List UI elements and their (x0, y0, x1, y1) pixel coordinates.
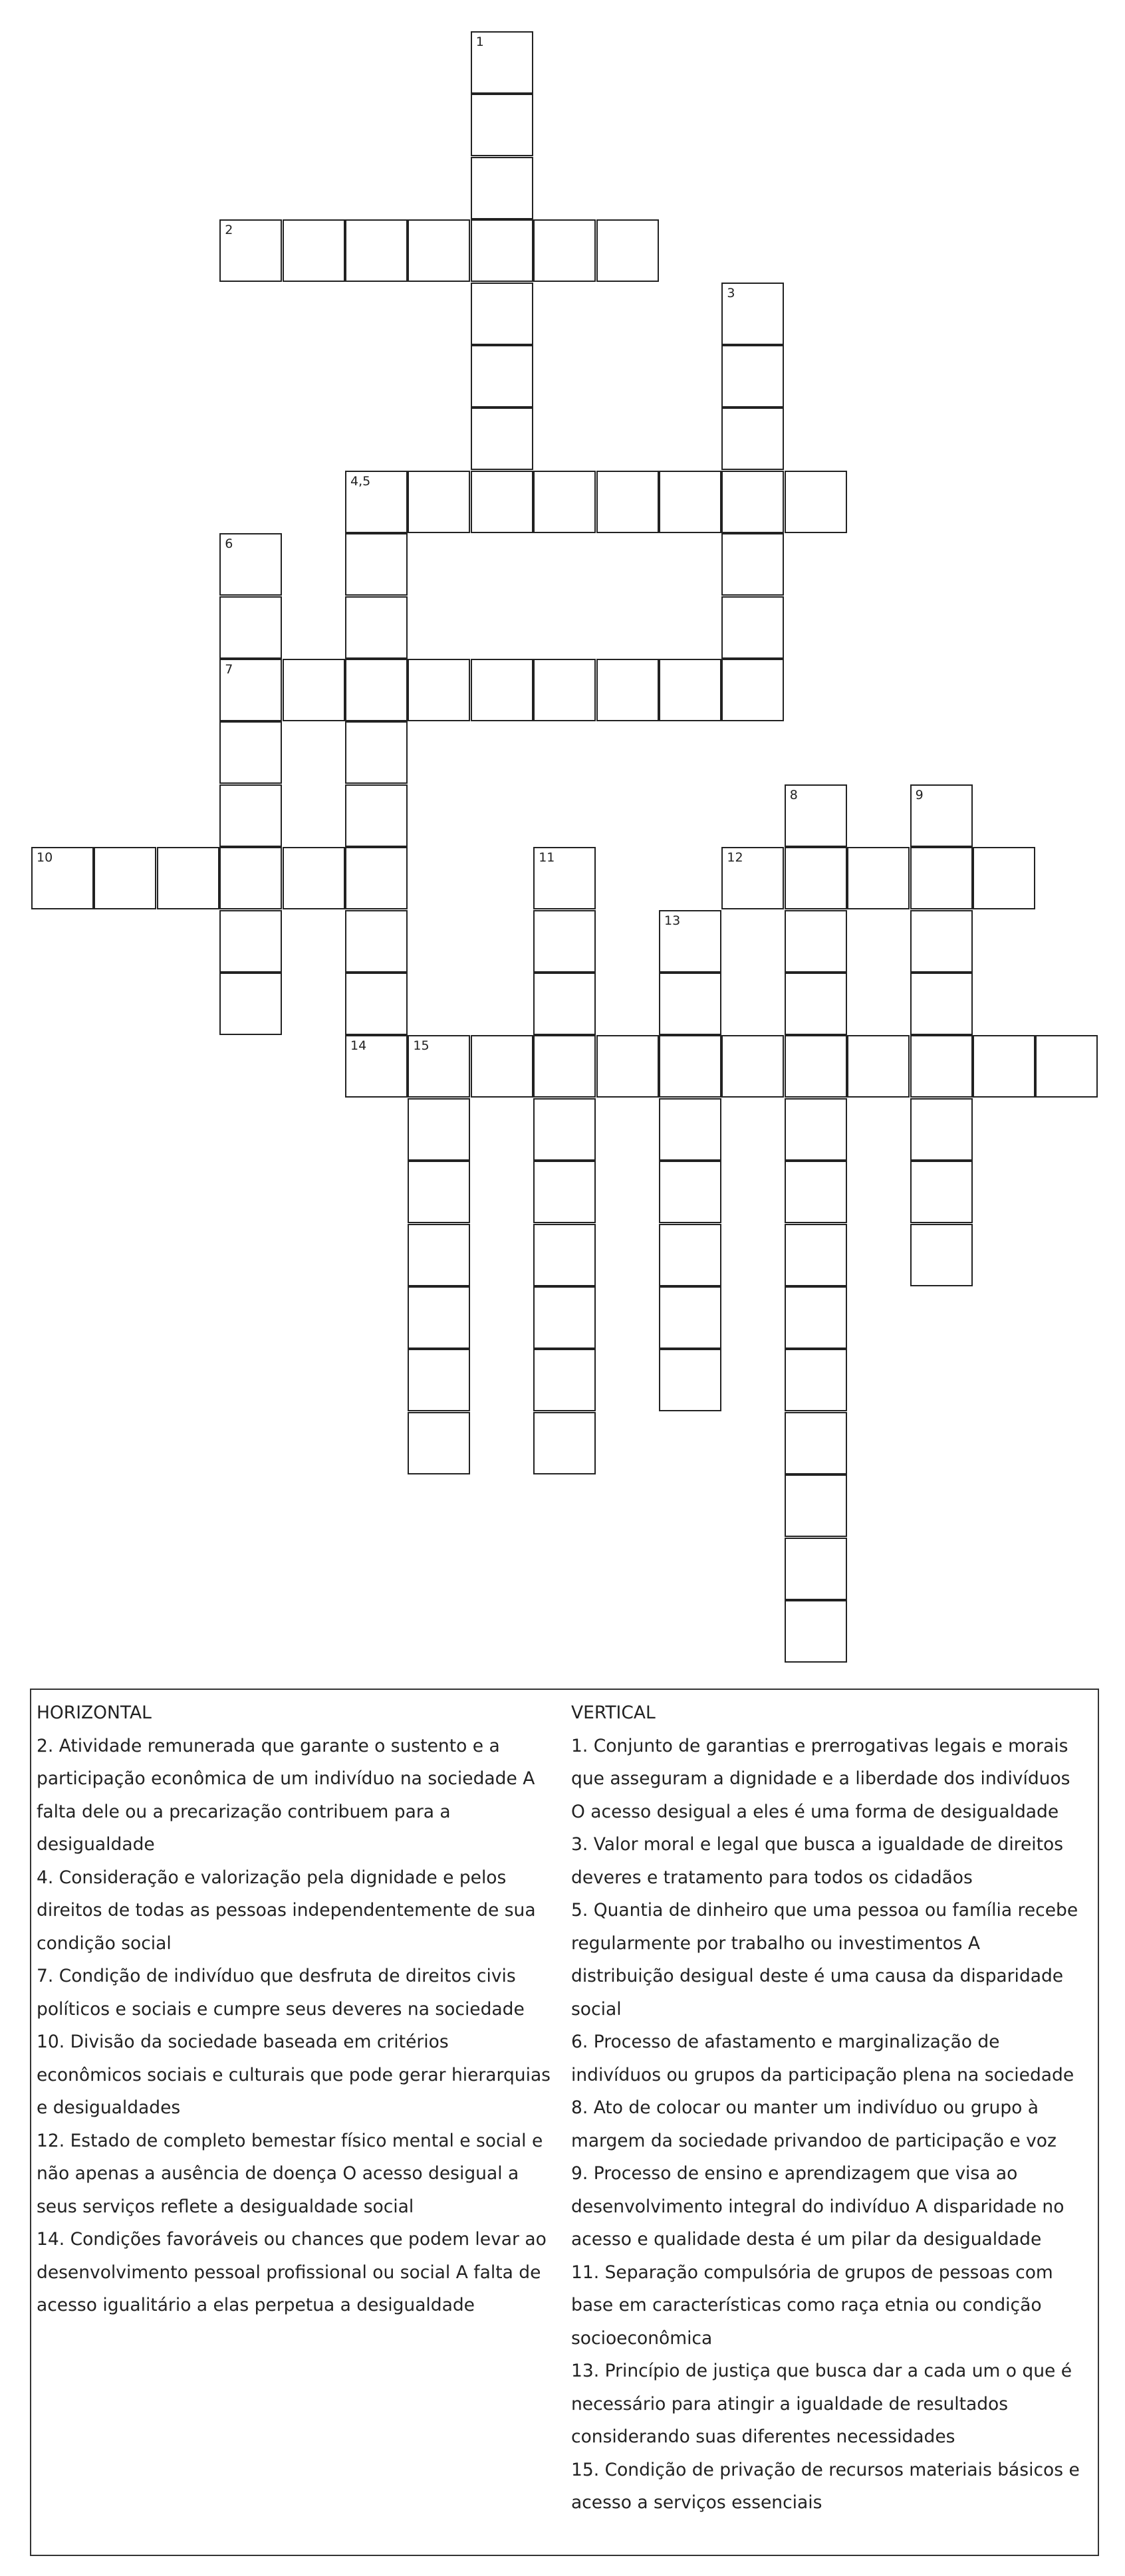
crossword-cell[interactable] (721, 659, 784, 721)
crossword-cell[interactable] (345, 973, 408, 1035)
crossword-cell[interactable] (533, 1035, 596, 1098)
clue-number: 12 (727, 850, 743, 866)
crossword-cell[interactable] (721, 471, 784, 533)
crossword-cell[interactable] (910, 1098, 973, 1161)
crossword-cell[interactable] (659, 1224, 721, 1286)
crossword-cell[interactable] (785, 1412, 847, 1474)
down-clues (571, 1697, 1086, 2519)
crossword-cell[interactable] (659, 1098, 721, 1161)
crossword-cell[interactable] (283, 659, 345, 721)
crossword-cell[interactable] (910, 1224, 973, 1286)
crossword-cell[interactable] (910, 910, 973, 973)
crossword-cell[interactable] (785, 471, 847, 533)
crossword-cell[interactable] (533, 1412, 596, 1474)
crossword-cell[interactable] (345, 910, 408, 973)
across-clue: 14. Condições favoráveis ou chances que podem levar ao desenvolvimento pessoal profissional ou social A falta de acesso igualitário a elas perpetua a desigualdade (37, 2229, 547, 2315)
crossword-cell[interactable] (345, 596, 408, 659)
crossword-cell[interactable] (721, 596, 784, 659)
crossword-cell[interactable] (785, 1286, 847, 1349)
crossword-cell[interactable] (659, 1349, 721, 1411)
crossword-cell[interactable] (721, 408, 784, 470)
crossword-cell[interactable] (785, 1161, 847, 1223)
crossword-cell[interactable] (471, 345, 533, 408)
clue-number: 1 (475, 35, 484, 49)
crossword-cell[interactable] (596, 1035, 659, 1098)
crossword-cell[interactable] (408, 1161, 470, 1223)
crossword-cell[interactable] (408, 1286, 470, 1349)
clues-box (30, 1689, 1099, 2556)
across-heading: HORIZONTAL (37, 1702, 152, 1723)
across-clues (37, 1697, 552, 2322)
crossword-cell[interactable] (659, 973, 721, 1035)
crossword-cell[interactable] (219, 910, 282, 973)
clue-number: 4,5 (350, 473, 371, 489)
down-clue: 11. Separação compulsória de grupos de pessoas com base em características como raça etnia ou condição socioeconômica (571, 2262, 1053, 2349)
across-clue: 4. Consideração e valorização pela dignidade e pelos direitos de todas as pessoas independentemente de sua condição social (37, 1867, 536, 1954)
crossword-cell[interactable] (471, 471, 533, 533)
crossword-cell[interactable] (408, 219, 470, 282)
crossword-cell[interactable] (533, 219, 596, 282)
down-clue: 3. Valor moral e legal que busca a igualdade de direitos deveres e tratamento para todos os cidadãos (571, 1834, 1064, 1888)
crossword-cell[interactable] (345, 219, 408, 282)
crossword-cell[interactable] (596, 471, 659, 533)
crossword-cell[interactable] (219, 973, 282, 1035)
crossword-cell[interactable] (94, 847, 156, 909)
crossword-cell[interactable] (533, 1098, 596, 1161)
crossword-cell[interactable] (533, 471, 596, 533)
clue-number: 15 (413, 1038, 430, 1054)
clue-number: 10 (37, 850, 53, 866)
crossword-cell[interactable] (659, 659, 721, 721)
crossword-cell[interactable] (471, 94, 533, 156)
crossword-cell[interactable] (219, 533, 282, 596)
crossword-cell[interactable] (408, 1224, 470, 1286)
crossword-cell[interactable] (471, 157, 533, 219)
crossword-cell[interactable] (785, 1035, 847, 1098)
crossword-cell[interactable] (659, 1161, 721, 1223)
down-clue: 5. Quantia de dinheiro que uma pessoa ou família recebe regularmente por trabalho ou investimentos A distribuição desigual deste é uma causa da disparidade social (571, 1900, 1078, 2020)
crossword-cell[interactable] (471, 1035, 533, 1098)
down-clue: 15. Condição de privação de recursos materiais básicos e acesso a serviços essenciais (571, 2459, 1080, 2513)
across-clue: 10. Divisão da sociedade baseada em critérios econômicos sociais e culturais que pode gerar hierarquias e desigualdades (37, 2032, 551, 2118)
crossword-cell[interactable] (910, 784, 973, 847)
crossword-cell[interactable] (659, 471, 721, 533)
crossword-cell[interactable] (408, 1412, 470, 1474)
crossword-cell[interactable] (219, 596, 282, 659)
crossword-cell[interactable] (721, 847, 784, 909)
crossword-cell[interactable] (533, 973, 596, 1035)
clue-number: 7 (225, 662, 233, 677)
crossword-cell[interactable] (31, 847, 94, 909)
crossword-cell[interactable] (471, 659, 533, 721)
crossword-cell[interactable] (471, 283, 533, 345)
crossword-cell[interactable] (471, 31, 533, 94)
crossword-cell[interactable] (659, 1035, 721, 1098)
crossword-cell[interactable] (533, 1161, 596, 1223)
clue-number: 13 (664, 913, 681, 928)
across-clue: 2. Atividade remunerada que garante o sustento e a participação econômica de um indivíduo na sociedade A falta dele ou a precarização contribuem para a desigualdade (37, 1735, 535, 1855)
crossword-cell[interactable] (283, 219, 345, 282)
crossword-cell[interactable] (157, 847, 219, 909)
down-clue: 1. Conjunto de garantias e prerrogativas legais e morais que asseguram a dignidade e a liberdade dos indivíduos O acesso desigual a eles é uma forma de desigualdade (571, 1735, 1070, 1822)
down-clue: 13. Princípio de justiça que busca dar a cada um o que é necessário para atingir a igualdade de resultados considerando suas diferentes necessidades (571, 2361, 1072, 2447)
down-clue: 8. Ato de colocar ou manter um indivíduo ou grupo à margem da sociedade privandoo de participação e voz (571, 2097, 1057, 2151)
crossword-cell[interactable] (596, 659, 659, 721)
crossword-cell[interactable] (345, 721, 408, 784)
crossword-cell[interactable] (847, 847, 910, 909)
crossword-cell[interactable] (910, 1035, 973, 1098)
crossword-cell[interactable] (471, 408, 533, 470)
down-clue: 9. Processo de ensino e aprendizagem que visa ao desenvolvimento integral do indivíduo A disparidade no acesso e qualidade desta é um pilar da desigualdade (571, 2163, 1064, 2250)
crossword-cell[interactable] (659, 1286, 721, 1349)
clue-number: 8 (789, 787, 798, 802)
across-clue: 7. Condição de indivíduo que desfruta de direitos civis políticos e sociais e cumpre seus deveres na sociedade (37, 1966, 525, 2020)
crossword-cell[interactable] (219, 219, 282, 282)
crossword-cell[interactable] (785, 1224, 847, 1286)
crossword-cell[interactable] (408, 1098, 470, 1161)
crossword-cell[interactable] (345, 471, 408, 533)
crossword-cell[interactable] (219, 721, 282, 784)
crossword-cell[interactable] (596, 219, 659, 282)
crossword-cell[interactable] (408, 659, 470, 721)
crossword-cell[interactable] (785, 973, 847, 1035)
crossword-cell[interactable] (408, 471, 470, 533)
crossword-cell[interactable] (1035, 1035, 1098, 1098)
crossword-cell[interactable] (847, 1035, 910, 1098)
crossword-cell[interactable] (533, 659, 596, 721)
crossword-cell[interactable] (283, 847, 345, 909)
clue-number: 14 (350, 1038, 367, 1054)
crossword-cell[interactable] (785, 847, 847, 909)
crossword-cell[interactable] (910, 1161, 973, 1223)
crossword-cell[interactable] (533, 1349, 596, 1411)
crossword-cell[interactable] (721, 1035, 784, 1098)
crossword-cell[interactable] (345, 847, 408, 909)
crossword-cell[interactable] (785, 1098, 847, 1161)
crossword-cell[interactable] (533, 847, 596, 909)
crossword-cell[interactable] (533, 910, 596, 973)
crossword-cell[interactable] (721, 533, 784, 596)
crossword-cell[interactable] (219, 659, 282, 721)
crossword-cell[interactable] (345, 1035, 408, 1098)
clue-number: 9 (915, 787, 924, 802)
crossword-cell[interactable] (785, 784, 847, 847)
crossword-cell[interactable] (471, 219, 533, 282)
crossword-cell[interactable] (721, 345, 784, 408)
crossword-cell[interactable] (785, 1474, 847, 1537)
crossword-cell[interactable] (219, 784, 282, 847)
clue-number: 11 (539, 850, 555, 866)
crossword-cell[interactable] (408, 1035, 470, 1098)
down-clue: 6. Processo de afastamento e marginalização de indivíduos ou grupos da participação plena na sociedade (571, 2032, 1074, 2085)
crossword-cell[interactable] (721, 283, 784, 345)
crossword-cell[interactable] (785, 1600, 847, 1663)
crossword-cell[interactable] (973, 847, 1035, 909)
crossword-cell[interactable] (345, 659, 408, 721)
down-heading: VERTICAL (571, 1702, 656, 1723)
crossword-cell[interactable] (785, 1538, 847, 1600)
crossword-cell[interactable] (910, 847, 973, 909)
clue-number: 6 (225, 536, 233, 552)
crossword-cell[interactable] (910, 973, 973, 1035)
across-clue: 12. Estado de completo bemestar físico mental e social e não apenas a ausência de doença O acesso desigual a seus serviços reflete a desigualdade social (37, 2130, 543, 2217)
crossword-cell[interactable] (785, 910, 847, 973)
clue-number: 2 (225, 223, 233, 238)
crossword-cell[interactable] (345, 533, 408, 596)
crossword-cell[interactable] (973, 1035, 1035, 1098)
crossword-cell[interactable] (659, 910, 721, 973)
crossword-cell[interactable] (533, 1224, 596, 1286)
crossword-cell[interactable] (785, 1349, 847, 1411)
crossword-cell[interactable] (533, 1286, 596, 1349)
crossword-cell[interactable] (219, 847, 282, 909)
crossword-cell[interactable] (408, 1349, 470, 1411)
crossword-cell[interactable] (345, 784, 408, 847)
clue-number: 3 (727, 285, 735, 300)
